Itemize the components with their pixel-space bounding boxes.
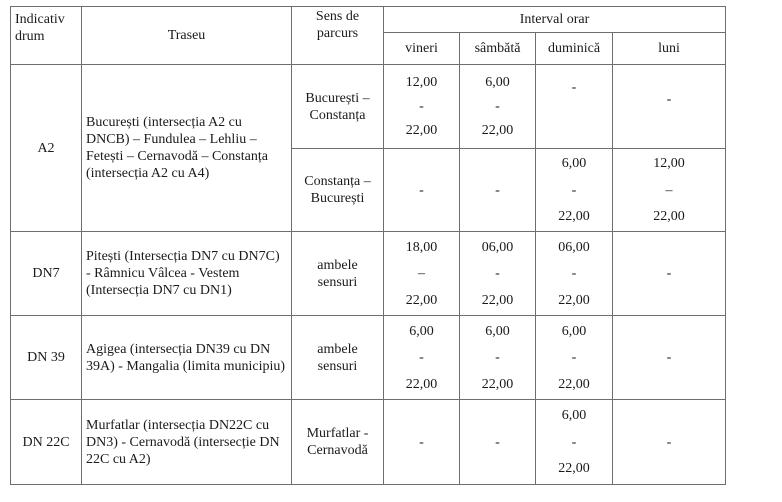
time-cell-vineri — [384, 316, 460, 400]
time-end: 22,00 — [481, 123, 514, 138]
table-row — [11, 400, 726, 485]
sens-cell — [292, 65, 384, 149]
header-day-sambata: sâmbătă — [460, 33, 536, 65]
time-sep: - — [571, 434, 577, 450]
header-sens-line1: Sens de — [315, 9, 360, 24]
time-start: 6,00 — [485, 323, 510, 339]
sens-cell — [292, 316, 384, 400]
header-sens-line2: parcurs — [316, 26, 359, 41]
time-cell-duminica — [536, 400, 613, 485]
time-sep: - — [571, 350, 577, 365]
time-cell-vineri: - — [384, 149, 460, 232]
time-sep: – — [418, 266, 425, 281]
time-end: 22,00 — [481, 292, 514, 308]
time-sep: - — [571, 266, 577, 281]
time-start: 6,00 — [409, 323, 434, 339]
drum-cell: DN7 — [11, 232, 82, 316]
sens-line: București — [310, 191, 365, 206]
restriction-schedule-table — [10, 6, 726, 485]
time-sep: - — [419, 99, 424, 114]
sens-line: Cernavodă — [307, 443, 368, 458]
time-end: 22,00 — [558, 376, 590, 392]
traseu-cell: Murfatlar (intersecția DN22C cu DN3) - Cernavodă (intersecție DN 22C cu A2) — [82, 400, 292, 485]
time-cell-duminica — [536, 316, 613, 400]
header-indicativ-line1: Indicativ — [15, 12, 65, 27]
sens-line: ambele — [317, 341, 358, 357]
table-row — [11, 65, 726, 149]
header-sens-parcurs — [292, 7, 384, 65]
time-end: 22,00 — [558, 461, 590, 476]
time-end: 22,00 — [405, 376, 438, 392]
time-cell-vineri: - — [384, 400, 460, 485]
time-cell-luni: - — [613, 400, 726, 485]
time-cell-vineri — [384, 232, 460, 316]
drum-cell: A2 — [11, 65, 82, 232]
sens-cell — [292, 400, 384, 485]
time-cell-sambata: - — [460, 400, 536, 485]
time-sep: - — [495, 99, 500, 114]
time-cell-sambata: - — [460, 149, 536, 232]
sens-cell — [292, 232, 384, 316]
header-traseu: Traseu — [82, 7, 292, 65]
time-end: 22,00 — [558, 209, 590, 224]
time-start: 06,00 — [481, 239, 514, 255]
traseu-cell: București (intersecția A2 cu DNCB) – Fundulea – Lehliu – Fetești – Cernavodă – Constanța (intersecția A2 cu A4) — [82, 65, 292, 232]
header-interval-orar: Interval orar — [384, 7, 726, 33]
time-cell-sambata — [460, 232, 536, 316]
time-cell-luni — [613, 149, 726, 232]
time-sep: - — [419, 350, 424, 365]
sens-line: Constanța – — [304, 174, 371, 189]
time-sep: - — [495, 350, 500, 365]
traseu-cell: Pitești (Intersecția DN7 cu DN7C) - Râmnicu Vâlcea - Vestem (Intersecția DN7 cu DN1) — [82, 232, 292, 316]
time-start: 6,00 — [561, 408, 587, 423]
time-end: 22,00 — [405, 292, 438, 308]
header-indicativ-drum — [11, 7, 82, 65]
time-start: 6,00 — [561, 156, 587, 171]
sens-line: sensuri — [317, 274, 358, 290]
time-cell-luni: - — [613, 316, 726, 400]
sens-line: sensuri — [317, 358, 358, 374]
time-start: 6,00 — [561, 323, 587, 339]
sens-line: Murfatlar - — [306, 426, 369, 441]
time-sep: - — [495, 266, 500, 281]
time-cell-sambata — [460, 65, 536, 149]
time-start: 18,00 — [405, 239, 438, 255]
time-cell-duminica — [536, 232, 613, 316]
sens-line: Constanța — [309, 107, 366, 123]
time-cell-vineri — [384, 65, 460, 149]
time-end: 22,00 — [558, 292, 590, 308]
header-indicativ-line2: drum — [15, 29, 45, 44]
time-start: 06,00 — [558, 239, 590, 255]
header-day-luni: luni — [613, 33, 726, 65]
table-row — [11, 316, 726, 400]
sens-cell — [292, 149, 384, 232]
time-sep: - — [571, 182, 577, 198]
time-cell-sambata — [460, 316, 536, 400]
header-day-duminica: duminică — [536, 33, 613, 65]
traseu-cell: Agigea (intersecția DN39 cu DN 39A) - Mangalia (limita municipiu) — [82, 316, 292, 400]
time-start: 6,00 — [485, 75, 510, 90]
time-start: 12,00 — [653, 156, 685, 171]
drum-cell: DN 39 — [11, 316, 82, 400]
header-day-vineri: vineri — [384, 33, 460, 65]
time-cell-duminica: - — [536, 65, 613, 149]
time-end: 22,00 — [653, 209, 685, 224]
time-cell-duminica — [536, 149, 613, 232]
time-start: 12,00 — [405, 75, 438, 90]
time-end: 22,00 — [481, 376, 514, 392]
time-cell-luni: - — [613, 232, 726, 316]
drum-cell: DN 22C — [11, 400, 82, 485]
time-sep: – — [665, 182, 673, 198]
time-end: 22,00 — [405, 123, 438, 138]
sens-line: București – — [305, 90, 370, 106]
time-cell-luni: - — [613, 65, 726, 149]
sens-line: ambele — [317, 257, 358, 273]
table-row — [11, 232, 726, 316]
